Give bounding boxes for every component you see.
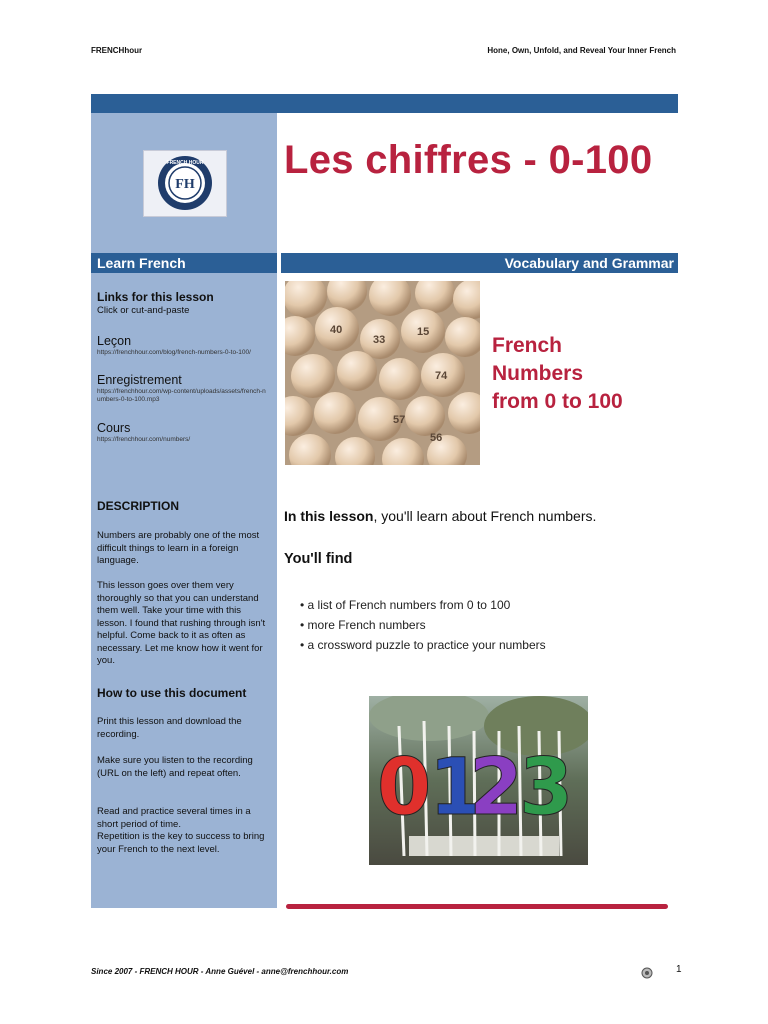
candle-digit: 1 [429,743,484,833]
candle-digit: 0 [377,743,432,833]
description-heading: DESCRIPTION [97,499,180,513]
logo [143,150,227,217]
subtitle-line: Numbers [492,362,584,385]
ball-label: 57 [393,414,406,426]
links-subheading: Click or cut-and-paste [97,305,190,316]
links-heading: Links for this lesson [97,290,214,304]
ball-label: 56 [430,432,443,444]
cc-badge-icon [641,966,653,978]
list-item-text: a list of French numbers from 0 to 100 [307,598,511,612]
link-cours-url[interactable]: https://frenchhour.com/numbers/ [97,436,191,443]
howto-paragraph-4: Repetition is the key to success to bring your French to the next level. [97,831,265,855]
description-paragraph-2: This lesson goes over them very thoroughly so that you can understand them well. Take your time with this lesson. I found that rushing through isn't helpful. Come back to it as often as necessary. Let me know how it went for you. [97,580,266,666]
page-number: 1 [676,964,682,975]
link-lecon-label: Leçon [97,334,132,348]
subtitle-line: French [492,334,563,357]
candle-digit: 2 [469,743,524,833]
howto-paragraph-1: Print this lesson and download the recording. [97,716,242,740]
header-tagline: Hone, Own, Unfold, and Reveal Your Inner French [487,46,676,55]
link-enregistrement-label: Enregistrement [97,373,182,387]
list-item: • a crossword puzzle to practice your numbers [300,638,546,652]
page-title: Les chiffres - 0-100 [284,138,653,182]
bingo-balls-photo [285,281,480,465]
howto-heading: How to use this document [97,686,247,700]
intro-bold: In this lesson [284,508,374,524]
description-paragraph-1: Numbers are probably one of the most difficult things to learn in a foreign language. [97,530,260,566]
candle-digit: 3 [519,743,574,833]
ball-label: 40 [330,324,343,336]
howto-paragraph-3: Read and practice several times in a short period of time. [97,806,251,830]
link-enregistrement-url[interactable]: https://frenchhour.com/wp-content/uploads/assets/french-numbers-0-to-100.mp3 [97,388,266,403]
content-list [300,595,546,655]
top-color-bar [91,94,678,113]
ball-label: 33 [373,334,386,346]
find-heading: You'll find [284,551,353,567]
logo-seal-icon [144,151,226,216]
band-right-label: Vocabulary and Grammar [504,255,674,271]
header-brand: FRENCHhour [91,46,143,55]
link-lecon-url[interactable]: https://frenchhour.com/blog/french-numbers-0-to-100/ [97,349,251,356]
list-item-text: a crossword puzzle to practice your numbers [307,638,546,652]
list-item-text: more French numbers [307,618,426,632]
logo-monogram: FH [175,177,195,192]
lesson-subtitle [492,332,623,416]
band-divider [277,253,281,273]
number-candles-photo [369,696,588,865]
band-left-label: Learn French [97,255,186,271]
list-item: • a list of French numbers from 0 to 100 [300,598,511,612]
ball-label: 15 [417,326,430,338]
subtitle-line: from 0 to 100 [492,390,623,413]
accent-divider [286,904,668,909]
footer-text: Since 2007 - FRENCH HOUR - Anne Guével - anne@frenchhour.com [91,967,349,976]
intro-rest: , you'll learn about French numbers. [373,508,597,524]
link-cours-label: Cours [97,421,131,435]
intro-text [284,508,596,524]
logo-text: FRENCH HOUR [166,160,204,166]
list-item: • more French numbers [300,618,426,632]
howto-paragraph-2: Make sure you listen to the recording (URL on the left) and repeat often. [97,755,253,779]
ball-label: 74 [435,370,448,382]
